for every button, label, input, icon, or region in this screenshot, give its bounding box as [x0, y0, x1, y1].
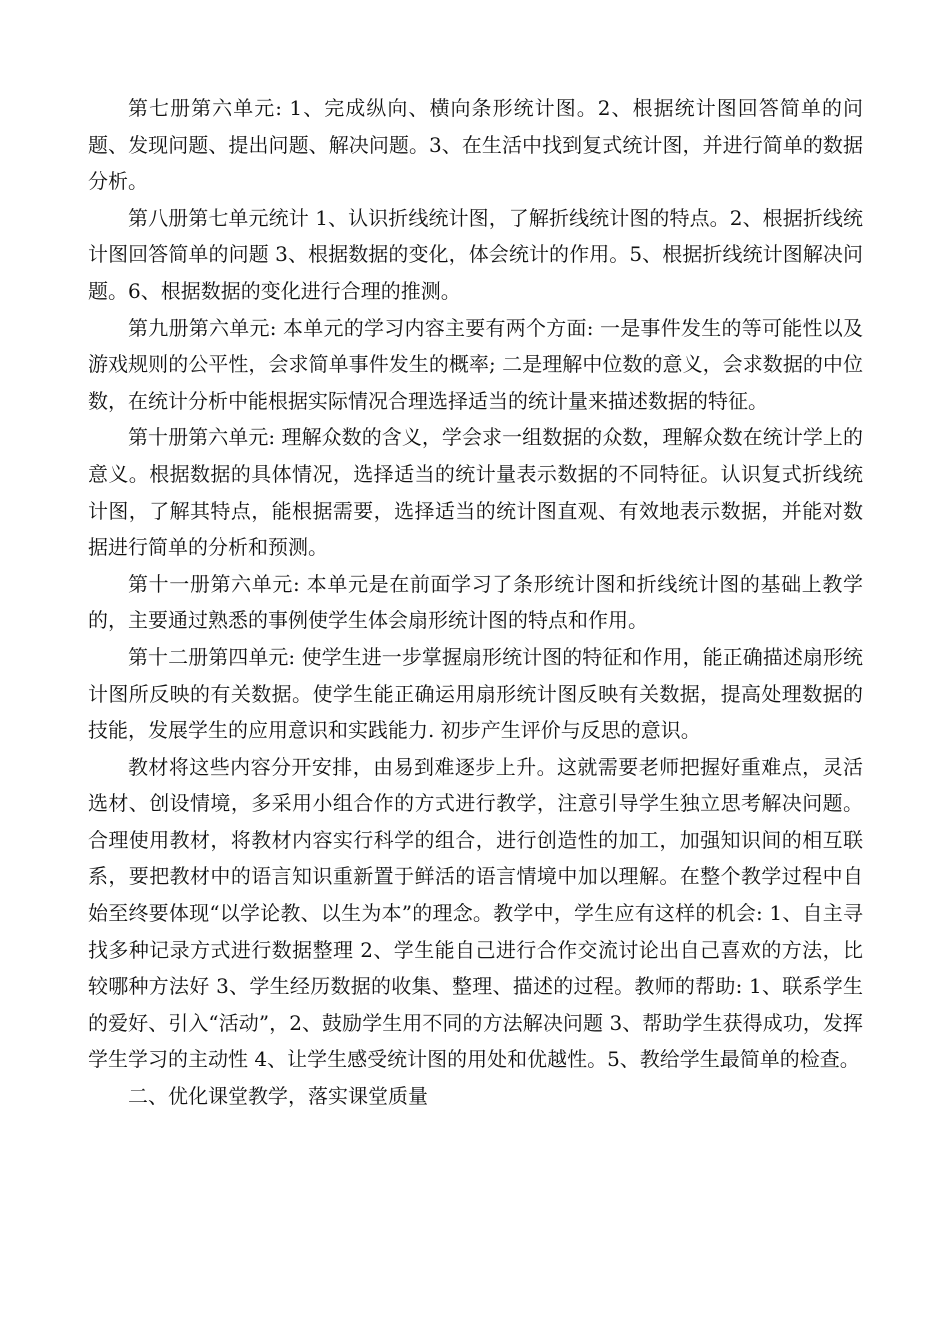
- paragraph-grade-10-unit-6: 第十册第六单元: 理解众数的含义，学会求一组数据的众数，理解众数在统计学上的意义。根据数据的具体情况，选择适当的统计量表示数据的不同特征。认识复式折线统计图，了解其特点，能根据需要，选择适当的统计图直观、有效地表示数据，并能对数据进行简单的分析和预测。: [88, 425, 863, 560]
- paragraph-grade-12-unit-4: 第十二册第四单元: 使学生进一步掌握扇形统计图的特征和作用，能正确描述扇形统计图所反映的有关数据。使学生能正确运用扇形统计图反映有关数据，提高处理数据的技能，发展学生的应用意识和实践能力. 初步产生评价与反思的意识。: [88, 644, 863, 743]
- paragraph-teaching-approach: 教材将这些内容分开安排，由易到难逐步上升。这就需要老师把握好重难点，灵活选材、创设情境，多采用小组合作的方式进行教学，注意引导学生独立思考解决问题。合理使用教材，将教材内容实行科学的组合，进行创造性的加工，加强知识间的相互联系，要把教材中的语言知识重新置于鲜活的语言情境中加以理解。在整个教学过程中自始至终要体现“以学论教、以生为本”的理念。教学中，学生应有这样的机会: 1、自主寻找多种记录方式进行数据整理 2、学生能自己进行合作交流讨论出自己喜欢的方法，比较哪种方法好 3、学生经历数据的收集、整理、描述的过程。教师的帮助: 1、联系学生的爱好、引入“活动”，2、鼓励学生用不同的方法解决问题 3、帮助学生获得成功，发挥学生学习的主动性 4、让学生感受统计图的用处和优越性。5、教给学生最简单的检查。: [88, 754, 863, 1072]
- section-heading: 二、优化课堂教学，落实课堂质量: [128, 1084, 428, 1109]
- paragraph-grade-9-unit-6: 第九册第六单元: 本单元的学习内容主要有两个方面: 一是事件发生的等可能性以及游戏规则的公平性，会求简单事件发生的概率; 二是理解中位数的意义，会求数据的中位数，在统计分析中能根据实际情况合理选择适当的统计量来描述数据的特征。: [88, 315, 863, 413]
- paragraph-grade-8-unit-7: 第八册第七单元统计 1、认识折线统计图，了解折线统计图的特点。2、根据折线统计图回答简单的问题 3、根据数据的变化，体会统计的作用。5、根据折线统计图解决问题。6、根据数据的变化进行合理的推测。: [88, 205, 863, 303]
- document-page: [88, 90, 863, 1115]
- paragraph-grade-7-unit-6: 第七册第六单元: 1、完成纵向、横向条形统计图。2、根据统计图回答简单的问题、发现问题、提出问题、解决问题。3、在生活中找到复式统计图，并进行简单的数据分析。: [88, 96, 863, 194]
- paragraph-grade-11-unit-6: 第十一册第六单元: 本单元是在前面学习了条形统计图和折线统计图的基础上教学的，主要通过熟悉的事例使学生体会扇形统计图的特点和作用。: [88, 571, 863, 633]
